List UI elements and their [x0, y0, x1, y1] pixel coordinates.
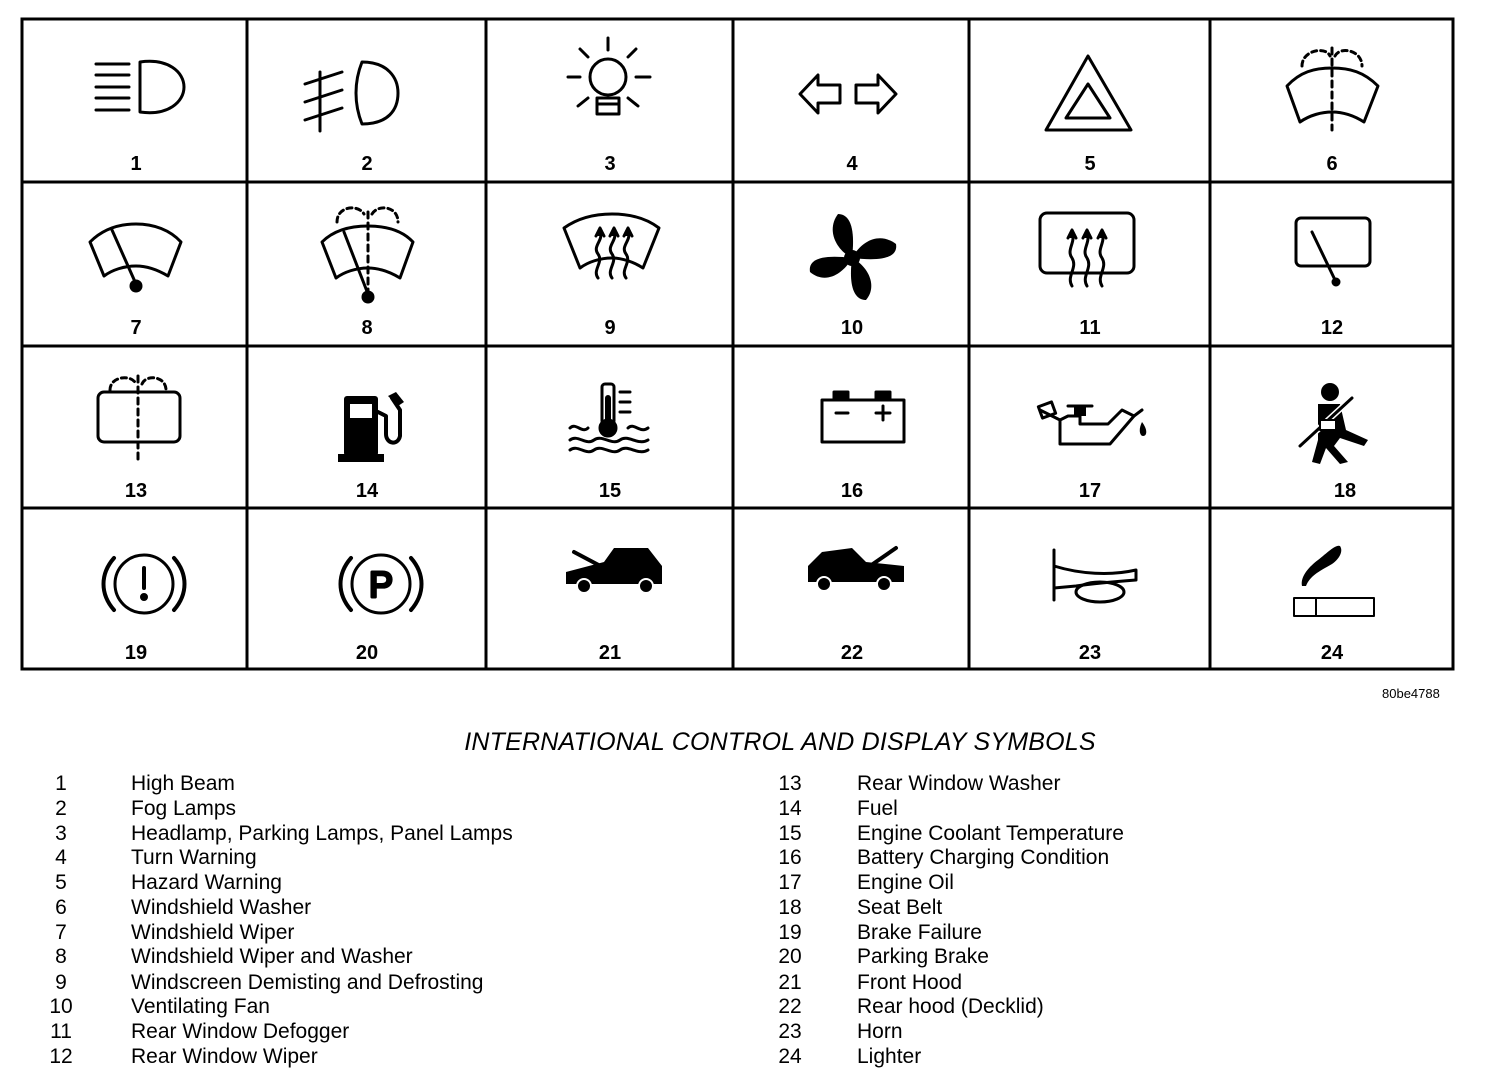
parking-brake-letter: P: [368, 564, 394, 605]
legend-label: Headlamp, Parking Lamps, Panel Lamps: [131, 822, 513, 845]
legend-number: 1: [55, 772, 67, 795]
front-hood-icon: [566, 548, 662, 593]
legend-number: 8: [55, 945, 67, 968]
legend-number: 23: [778, 1020, 802, 1043]
cell-number: 18: [1333, 480, 1357, 502]
seat-belt-icon: [1300, 383, 1368, 464]
figure-code: 80be4788: [1382, 686, 1440, 701]
legend-number: 21: [778, 971, 802, 994]
legend-label: Rear hood (Decklid): [857, 995, 1044, 1018]
cell-number: 13: [124, 480, 148, 502]
cell-number: 2: [361, 153, 373, 175]
legend-number: 18: [778, 896, 802, 919]
legend-label: Ventilating Fan: [131, 995, 270, 1018]
legend-label: Windshield Wiper: [131, 921, 295, 944]
windshield-wiper-icon: [90, 224, 181, 291]
windscreen-defrost-icon: [564, 214, 659, 278]
legend-number: 19: [778, 921, 802, 944]
legend-label: Seat Belt: [857, 896, 943, 919]
cell-number: 15: [598, 480, 622, 502]
windshield-wiper-washer-icon: [322, 208, 413, 302]
legend-title: INTERNATIONAL CONTROL AND DISPLAY SYMBOLS: [464, 728, 1096, 756]
legend-label: Fuel: [857, 797, 898, 820]
legend-label: Horn: [857, 1020, 903, 1043]
cell-number: 20: [355, 642, 379, 664]
cell-number: 14: [355, 480, 379, 502]
legend-number: 24: [778, 1045, 802, 1068]
legend-number: 3: [55, 822, 67, 845]
legend-label: Lighter: [857, 1045, 922, 1068]
legend-label: Parking Brake: [857, 945, 989, 968]
legend-label: Brake Failure: [857, 921, 982, 944]
rear-window-washer-icon: [98, 376, 180, 462]
legend-number: 6: [55, 896, 67, 919]
horn-icon: [1054, 550, 1136, 602]
headlamp-parking-panel-icon: [568, 38, 650, 114]
legend-number: 16: [778, 846, 802, 869]
cell-number: 1: [130, 153, 142, 175]
cell-number: 16: [840, 480, 864, 502]
engine-oil-icon: [1038, 402, 1146, 444]
rear-window-defogger-icon: [1040, 213, 1134, 286]
lighter-icon: [1294, 546, 1374, 616]
hazard-warning-icon: [1046, 56, 1131, 130]
legend-label: Turn Warning: [131, 846, 257, 869]
legend-number: 22: [778, 995, 802, 1018]
legend-label: Rear Window Defogger: [131, 1020, 350, 1043]
legend-label: Engine Coolant Temperature: [857, 822, 1124, 845]
legend-number: 14: [778, 797, 802, 820]
cell-number: 5: [1084, 153, 1096, 175]
legend-number: 9: [55, 971, 67, 994]
legend-label: Windshield Washer: [131, 896, 312, 919]
grid-lines: [22, 19, 1453, 669]
legend-label: Front Hood: [857, 971, 963, 994]
legend-number: 10: [49, 995, 73, 1018]
legend-number: 2: [55, 797, 67, 820]
legend-number: 20: [778, 945, 802, 968]
legend-label: High Beam: [131, 772, 235, 795]
cell-number: 21: [598, 642, 622, 664]
engine-coolant-temperature-icon: [570, 384, 648, 452]
cell-number: 19: [124, 642, 148, 664]
legend-number: 12: [49, 1045, 73, 1068]
fuel-icon: [338, 392, 404, 462]
brake-failure-icon: [104, 555, 185, 613]
cell-number: 6: [1326, 153, 1338, 175]
legend-label: Hazard Warning: [131, 871, 282, 894]
rear-window-wiper-icon: [1296, 218, 1370, 285]
cell-number: 9: [604, 317, 616, 339]
cell-number: 17: [1078, 480, 1102, 502]
legend-label: Rear Window Washer: [857, 772, 1061, 795]
cell-number: 24: [1320, 642, 1344, 664]
cell-number: 7: [130, 317, 142, 339]
legend-number: 15: [778, 822, 802, 845]
cell-number: 4: [846, 153, 858, 175]
legend-label: Engine Oil: [857, 871, 954, 894]
legend-label: Windshield Wiper and Washer: [131, 945, 413, 968]
cell-number: 8: [361, 317, 373, 339]
turn-warning-icon: [800, 75, 896, 113]
cell-number: 11: [1079, 317, 1101, 339]
windshield-washer-icon: [1287, 48, 1378, 130]
cell-number: 23: [1078, 642, 1102, 664]
legend-label: Windscreen Demisting and Defrosting: [131, 971, 484, 994]
cell-number: 12: [1320, 317, 1344, 339]
high-beam-icon: [96, 61, 184, 112]
legend-number: 17: [778, 871, 802, 894]
legend-number: 11: [50, 1020, 72, 1043]
fog-lamps-icon: [305, 62, 398, 131]
legend-number: 7: [55, 921, 67, 944]
battery-charging-icon: [822, 392, 904, 442]
legend-number: 4: [55, 846, 67, 869]
ventilating-fan-icon: [810, 214, 896, 300]
rear-hood-decklid-icon: [808, 548, 904, 591]
legend-label: Fog Lamps: [131, 797, 237, 820]
legend-label: Battery Charging Condition: [857, 846, 1110, 869]
cell-number: 3: [604, 153, 616, 175]
cell-number: 22: [840, 642, 864, 664]
legend-number: 13: [778, 772, 802, 795]
cell-number: 10: [840, 317, 864, 339]
legend-label: Rear Window Wiper: [131, 1045, 318, 1068]
legend-number: 5: [55, 871, 67, 894]
